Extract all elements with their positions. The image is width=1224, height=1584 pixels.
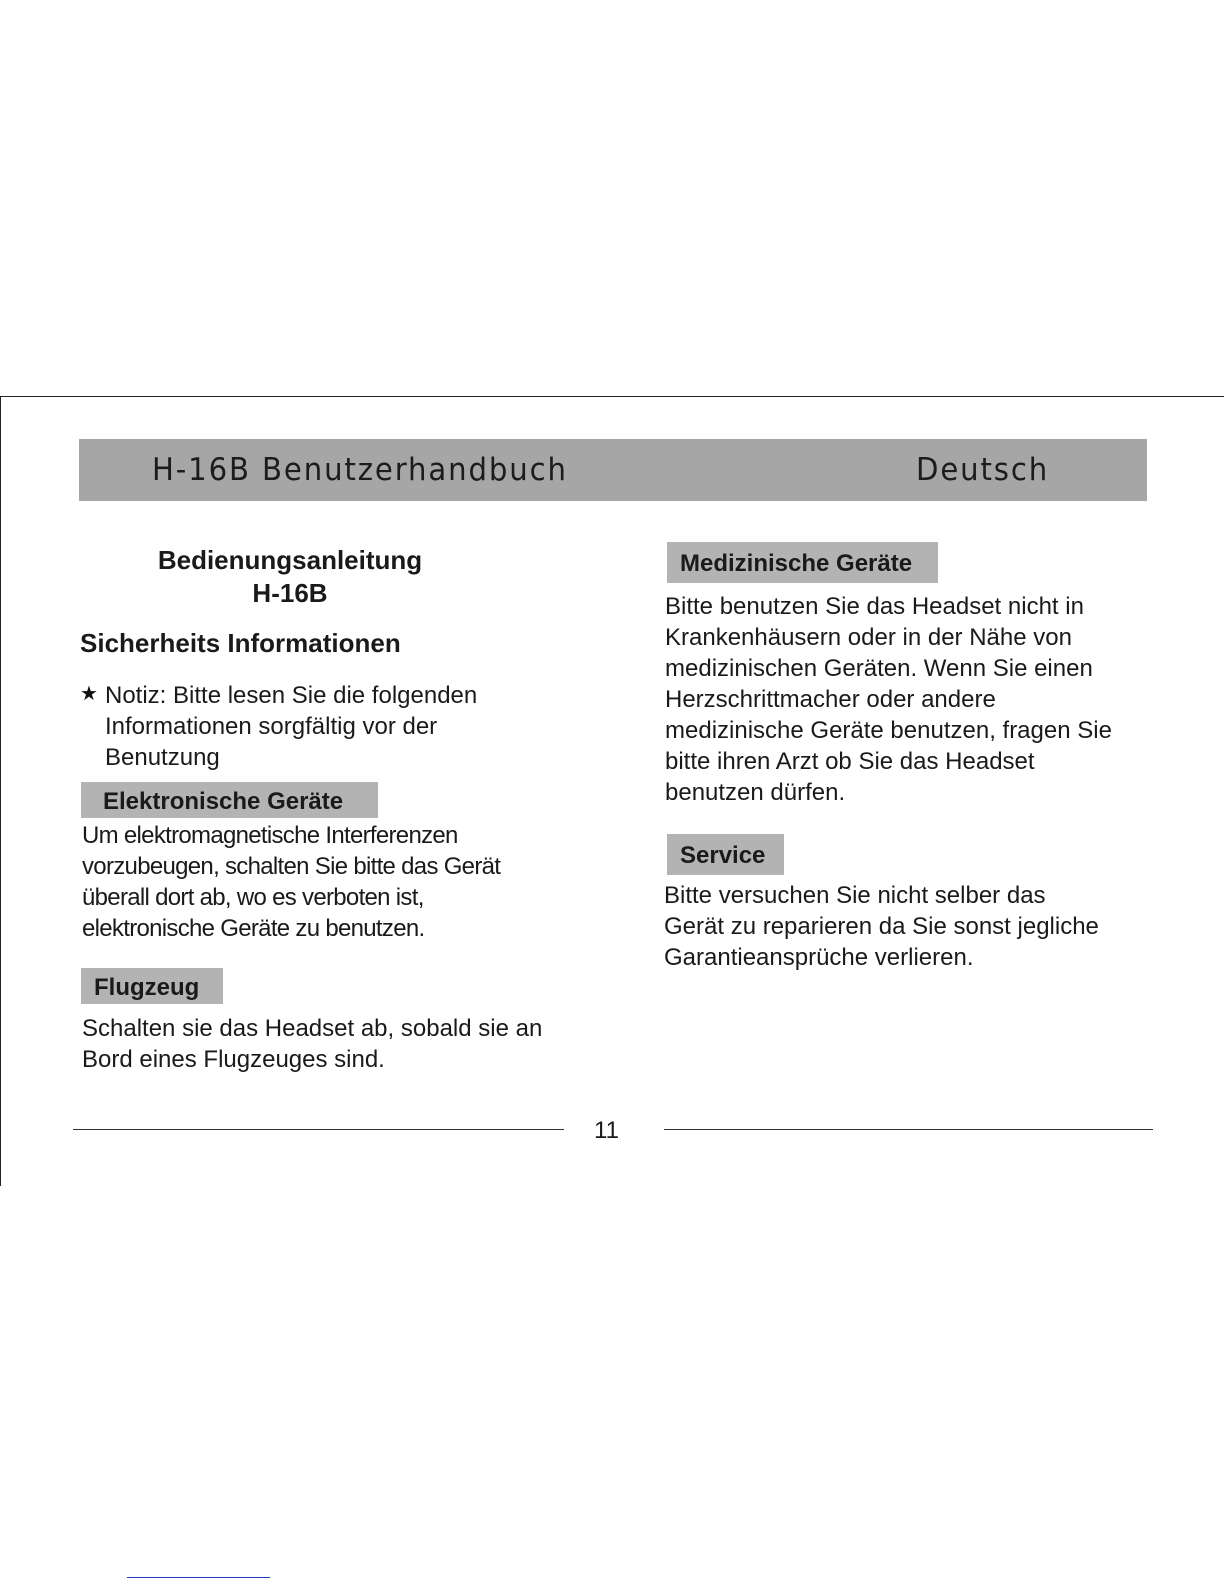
service-label: Service — [667, 834, 784, 875]
medical-line-1: Bitte benutzen Sie das Headset nicht in — [665, 593, 1084, 620]
page-number: 11 — [594, 1117, 619, 1144]
safety-heading: Sicherheits Informationen — [80, 628, 401, 658]
footer-line-left — [73, 1129, 564, 1130]
medical-line-7: benutzen dürfen. — [665, 779, 846, 806]
aircraft-text — [82, 1013, 602, 1075]
service-line-3: Garantieansprüche verlieren. — [664, 944, 974, 971]
note-line-1: Notiz: Bitte lesen Sie die folgenden — [105, 682, 478, 709]
medical-line-3: medizinischen Geräten. Wenn Sie einen — [665, 655, 1093, 682]
safety-note — [80, 680, 580, 773]
aircraft-label: Flugzeug — [81, 968, 223, 1004]
medical-line-5: medizinische Geräte benutzen, fragen Sie — [665, 717, 1112, 744]
service-line-2: Gerät zu reparieren da Sie sonst jegliche — [664, 913, 1099, 940]
header-bar — [79, 439, 1147, 501]
manual-title: H-16B Benutzerhandbuch — [152, 452, 568, 488]
service-text — [664, 880, 1184, 973]
electronic-line-1: Um elektromagnetische Interferenzen — [82, 822, 458, 849]
document-title-line1: Bedienungsanleitung — [157, 545, 423, 575]
electronic-line-2: vorzubeugen, schalten Sie bitte das Gerät — [82, 853, 501, 880]
electronic-devices-text — [82, 820, 602, 944]
electronic-line-3: überall dort ab, wo es verboten ist, — [82, 884, 424, 911]
medical-line-4: Herzschrittmacher oder andere — [665, 686, 996, 713]
electronic-line-4: elektronische Geräte zu benutzen. — [82, 915, 425, 942]
aircraft-line-1: Schalten sie das Headset ab, sobald sie an — [82, 1015, 543, 1042]
bottom-underline — [127, 1577, 270, 1578]
medical-line-6: bitte ihren Arzt ob Sie das Headset — [665, 748, 1035, 775]
star-icon: ★ — [80, 683, 98, 705]
aircraft-line-2: Bord eines Flugzeuges sind. — [82, 1046, 385, 1073]
note-line-2: Informationen sorgfältig vor der — [105, 713, 438, 740]
service-line-1: Bitte versuchen Sie nicht selber das — [664, 882, 1046, 909]
document-title-line2: H-16B — [252, 578, 328, 608]
language-label: Deutsch — [916, 452, 1050, 488]
document-title — [130, 544, 450, 610]
medical-line-2: Krankenhäusern oder in der Nähe von — [665, 624, 1072, 651]
medical-devices-label: Medizinische Geräte — [667, 542, 938, 583]
note-line-3: Benutzung — [105, 744, 220, 771]
footer-line-right — [664, 1129, 1153, 1130]
electronic-devices-label: Elektronische Geräte — [81, 782, 378, 818]
medical-devices-text — [665, 591, 1185, 808]
